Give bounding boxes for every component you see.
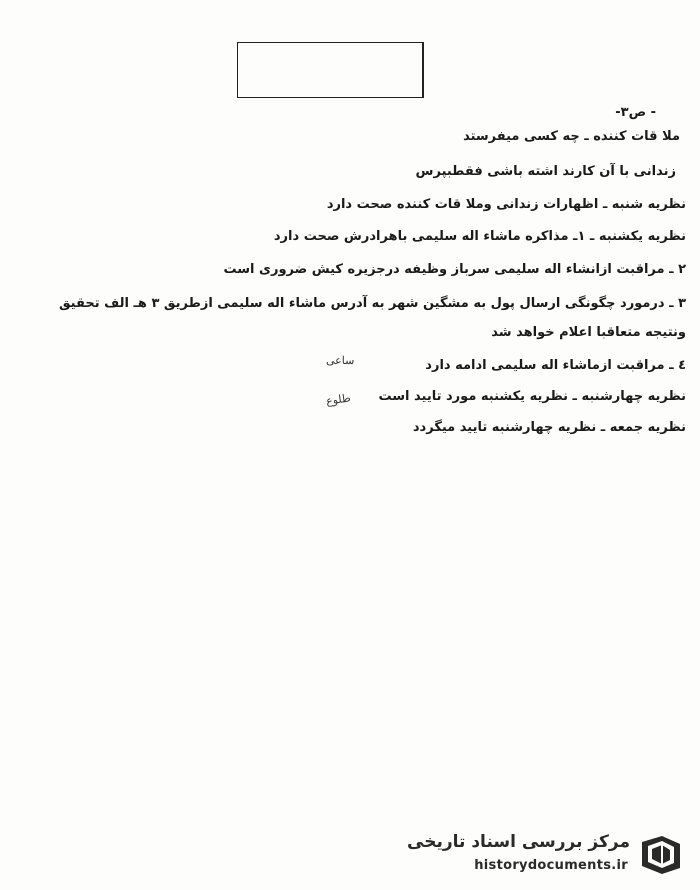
text-line: ۲ ـ مراقبت ازانشاء اله سلیمی سرباز وظیفه درجزیره کیش ضروری است (223, 262, 686, 277)
text-line: نظریه جمعه ـ نظریه چهارشنبه تایید میگردد (412, 420, 686, 435)
text-line: نظریه شنبه ـ اظهارات زندانی وملا قات کننده صحت دارد (326, 197, 686, 212)
text-line: ۳ ـ درمورد چگونگی ارسال پول به مشگین شهر به آدرس ماشاء اله سلیمی ازطریق ۳ هـ الف تحقیق (58, 296, 686, 311)
blank-stamp-box (237, 42, 424, 98)
watermark-url: historydocuments.ir (474, 858, 628, 873)
margin-note: ساعی (326, 354, 355, 367)
page-number: - ص٣- (615, 105, 656, 120)
watermark-name: مرکز بررسی اسناد تاریخی (407, 832, 630, 852)
text-line: ملا قات کننده ـ چه کسی میفرستد (463, 129, 680, 144)
text-line: ٤ ـ مراقبت ازماشاء اله سلیمی ادامه دارد (425, 358, 686, 373)
text-line: زندانی با آن کارند اشته باشی فقطبپرس (415, 164, 676, 179)
text-line: نظریه یکشنبه ـ ۱ـ مذاکره ماشاء اله سلیمی باهرادرش صحت دارد (273, 229, 686, 244)
text-line: نظریه چهارشنبه ـ نظریه یکشنبه مورد تایید است (378, 389, 686, 404)
watermark-logo (407, 828, 690, 880)
text-line: ونتیجه متعاقبا اعلام خواهد شد (491, 325, 686, 340)
handwritten-signature: طلوع (325, 391, 352, 408)
book-emblem-icon (638, 832, 684, 876)
